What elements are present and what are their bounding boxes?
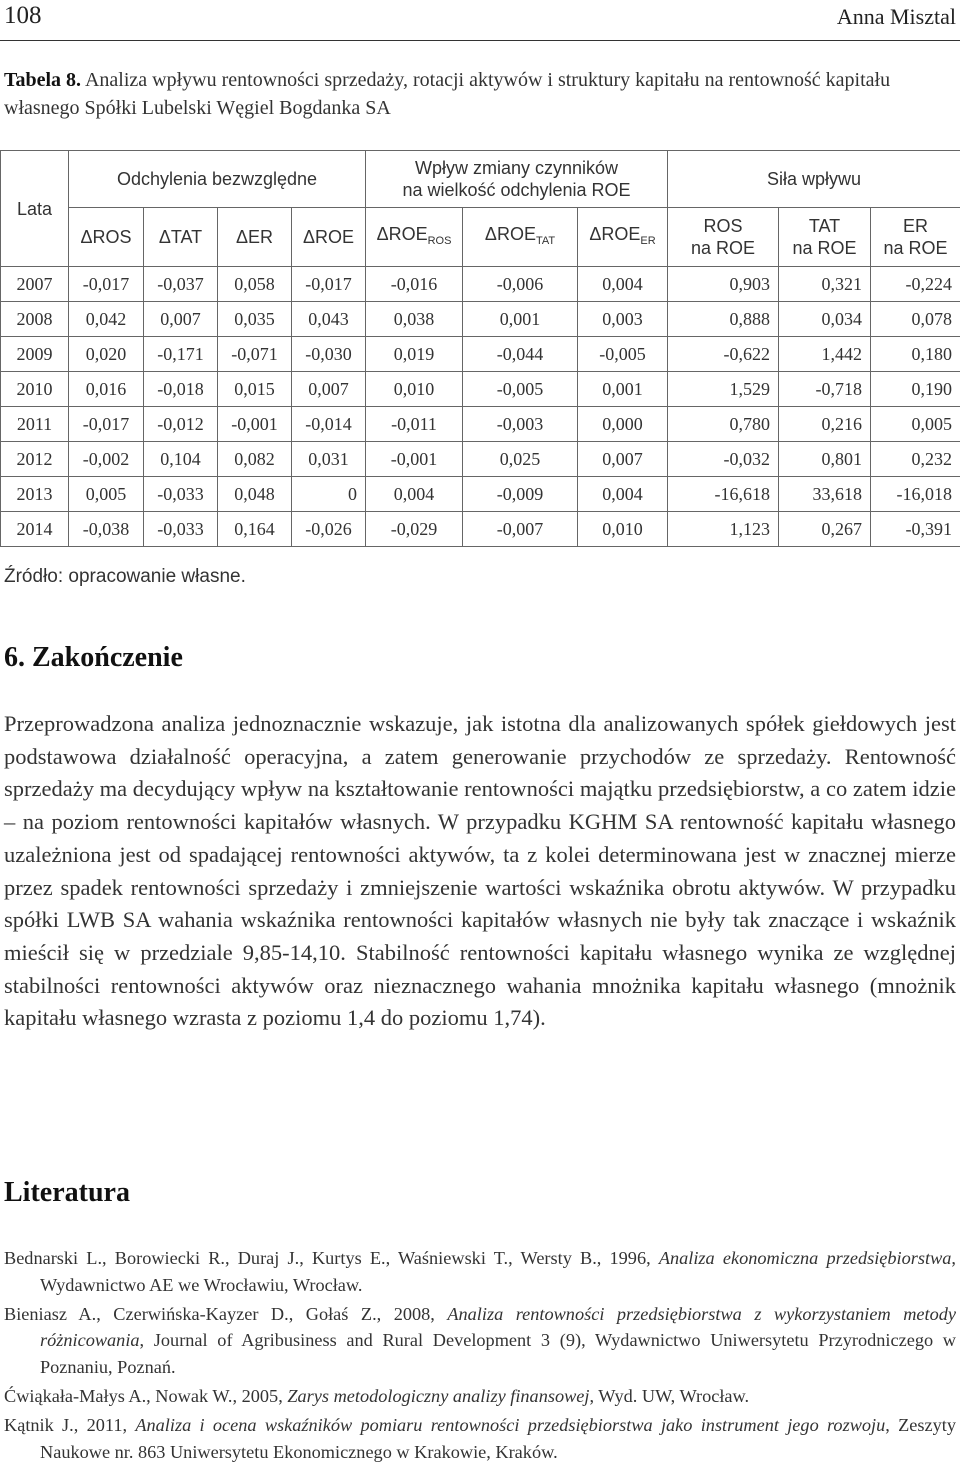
- header-group-wplyw-line2: na wielkość odchylenia ROE: [402, 180, 631, 200]
- cell-year: 2011: [1, 407, 69, 442]
- table-row: [1, 442, 960, 477]
- reference-publisher: , Zeszyty Naukowe nr. 863 Uniwersytetu Ekonomicznego w Krakowie, Kraków.: [40, 1414, 956, 1462]
- table-row: [1, 512, 960, 547]
- header-ros-na-roe: [668, 208, 779, 267]
- cell-value: -0,071: [218, 337, 292, 372]
- cell-value: -0,011: [366, 407, 463, 442]
- literature-heading: Literatura: [4, 1177, 130, 1208]
- cell-value: -0,005: [578, 337, 668, 372]
- cell-value: -0,001: [218, 407, 292, 442]
- cell-value: 0,005: [871, 407, 960, 442]
- cell-value: 0,078: [871, 302, 960, 337]
- cell-value: 0,004: [366, 477, 463, 512]
- cell-value: -0,002: [69, 442, 144, 477]
- reference-authors: Bednarski L., Borowiecki R., Duraj J., Kurtys E., Waśniewski T., Wersty B., 1996,: [4, 1248, 659, 1268]
- cell-value: -0,224: [871, 267, 960, 302]
- cell-value: 0,019: [366, 337, 463, 372]
- header-delta-roe-tat-sub: TAT: [535, 234, 556, 247]
- cell-value: 0,801: [779, 442, 871, 477]
- reference-title: Zarys metodologiczny analizy finansowej: [287, 1385, 590, 1406]
- cell-value: -0,001: [366, 442, 463, 477]
- cell-value: 0,007: [292, 372, 366, 407]
- header-delta-roe: ΔROE: [292, 208, 366, 267]
- header-tat-na-roe-line1: TAT: [808, 216, 841, 236]
- running-header: [0, 0, 960, 41]
- header-ros-na-roe-line1: ROS: [703, 216, 743, 236]
- table-row: [1, 477, 960, 512]
- cell-value: 0,048: [218, 477, 292, 512]
- cell-value: 0,010: [578, 512, 668, 547]
- cell-value: -0,037: [144, 267, 218, 302]
- cell-value: -0,032: [668, 442, 779, 477]
- cell-value: -0,014: [292, 407, 366, 442]
- cell-value: 0,015: [218, 372, 292, 407]
- cell-value: 0,190: [871, 372, 960, 407]
- running-author: Anna Misztal: [836, 4, 956, 29]
- table-row: [1, 267, 960, 302]
- cell-value: 0,016: [69, 372, 144, 407]
- cell-value: -0,033: [144, 512, 218, 547]
- reference-title: Analiza i ocena wskaźników pomiaru rentowności przedsiębiorstwa jako instrument jego rozwoju: [135, 1414, 886, 1435]
- cell-value: 0,042: [69, 302, 144, 337]
- cell-value: 1,442: [779, 337, 871, 372]
- cell-year: 2008: [1, 302, 69, 337]
- cell-value: 0,903: [668, 267, 779, 302]
- cell-value: 0,007: [144, 302, 218, 337]
- cell-value: 0,043: [292, 302, 366, 337]
- cell-value: 0,003: [578, 302, 668, 337]
- table-caption-text: Analiza wpływu rentowności sprzedaży, rotacji aktywów i struktury kapitału na rentowność kapitału własnego Spółki Lubelski Węgiel Bogdanka SA: [4, 69, 891, 119]
- header-tat-na-roe-line2: na ROE: [792, 238, 857, 258]
- cell-value: -0,012: [144, 407, 218, 442]
- cell-value: 0,035: [218, 302, 292, 337]
- header-delta-roe-er: [578, 208, 668, 267]
- cell-value: -0,009: [463, 477, 578, 512]
- header-delta-roe-tat-main: ΔROE: [484, 223, 536, 244]
- cell-value: 0,888: [668, 302, 779, 337]
- cell-value: -0,017: [69, 407, 144, 442]
- table-body: [1, 267, 960, 547]
- cell-value: 0,082: [218, 442, 292, 477]
- cell-value: -0,026: [292, 512, 366, 547]
- cell-value: -0,029: [366, 512, 463, 547]
- cell-value: 0,001: [463, 302, 578, 337]
- header-delta-er: ΔER: [218, 208, 292, 267]
- header-lata: Lata: [1, 151, 69, 267]
- cell-value: 0,180: [871, 337, 960, 372]
- header-delta-roe-er-main: ΔROE: [589, 223, 641, 244]
- cell-year: 2010: [1, 372, 69, 407]
- header-delta-roe-ros-sub: ROS: [427, 234, 452, 247]
- cell-value: 0,031: [292, 442, 366, 477]
- cell-value: 1,123: [668, 512, 779, 547]
- header-delta-ros: ΔROS: [69, 208, 144, 267]
- header-group-wplyw-line1: Wpływ zmiany czynników: [414, 158, 619, 178]
- reference-item: [4, 1412, 956, 1466]
- cell-value: -0,017: [292, 267, 366, 302]
- cell-value: -0,017: [69, 267, 144, 302]
- cell-value: -16,618: [668, 477, 779, 512]
- cell-value: 0,232: [871, 442, 960, 477]
- cell-year: 2009: [1, 337, 69, 372]
- cell-value: 0,001: [578, 372, 668, 407]
- cell-value: -0,038: [69, 512, 144, 547]
- reference-title: Analiza ekonomiczna przedsiębiorstwa: [658, 1248, 952, 1268]
- cell-value: -0,622: [668, 337, 779, 372]
- cell-value: 0,005: [69, 477, 144, 512]
- table-caption: [4, 66, 956, 122]
- header-delta-roe-er-sub: ER: [640, 234, 656, 247]
- header-delta-roe-ros-main: ΔROE: [376, 223, 428, 244]
- cell-value: 0,034: [779, 302, 871, 337]
- header-delta-tat: ΔTAT: [144, 208, 218, 267]
- reference-item: [4, 1383, 956, 1410]
- cell-value: 33,618: [779, 477, 871, 512]
- cell-value: 0,038: [366, 302, 463, 337]
- reference-item: [4, 1301, 956, 1381]
- results-table: [0, 150, 960, 547]
- header-ros-na-roe-line2: na ROE: [691, 238, 756, 258]
- cell-value: 0,267: [779, 512, 871, 547]
- header-group-wplyw: [366, 151, 668, 208]
- cell-value: 0,780: [668, 407, 779, 442]
- header-group-sila: Siła wpływu: [668, 151, 960, 208]
- table-source-note: Źródło: opracowanie własne.: [4, 566, 246, 587]
- reference-authors: Bieniasz A., Czerwińska-Kayzer D., Gołaś Z., 2008,: [4, 1303, 448, 1324]
- cell-year: 2007: [1, 267, 69, 302]
- cell-value: 0,025: [463, 442, 578, 477]
- cell-value: 0,007: [578, 442, 668, 477]
- page-number: 108: [4, 2, 42, 29]
- cell-value: 0,216: [779, 407, 871, 442]
- reference-publisher: , Wyd. UW, Wrocław.: [589, 1385, 750, 1406]
- cell-value: -0,030: [292, 337, 366, 372]
- table-label: Tabela 8.: [4, 69, 82, 91]
- cell-value: -0,171: [144, 337, 218, 372]
- reference-authors: Kątnik J., 2011,: [4, 1414, 136, 1435]
- table-row: [1, 337, 960, 372]
- cell-value: 0,058: [218, 267, 292, 302]
- cell-value: -0,018: [144, 372, 218, 407]
- header-group-odchylenia: Odchylenia bezwzględne: [69, 151, 366, 208]
- cell-value: 0,321: [779, 267, 871, 302]
- cell-value: 0,004: [578, 267, 668, 302]
- reference-authors: Ćwiąkała-Małys A., Nowak W., 2005,: [4, 1385, 288, 1406]
- cell-value: 0,020: [69, 337, 144, 372]
- cell-value: 0,000: [578, 407, 668, 442]
- cell-value: -0,006: [463, 267, 578, 302]
- table-row: [1, 407, 960, 442]
- cell-value: -0,718: [779, 372, 871, 407]
- reference-publisher: , Wydawnictwo AE we Wrocławiu, Wrocław.: [40, 1248, 956, 1295]
- header-er-na-roe-line1: ER: [903, 216, 929, 236]
- conclusion-paragraph: Przeprowadzona analiza jednoznacznie wskazuje, jak istotna dla analizowanych spółek giełdowych jest podstawowa działalność operacyjna, a zatem generowanie przychodów ze sprzedaży. Rentowność sprzedaży ma decydujący wpływ na kształtowanie rentowności majątku przedsiębiorstw, a co zatem idzie – na poziom rentowności kapitałów własnych. W przypadku KGHM SA rentowność kapitału własnego uzależniona jest od spadającej rentowności aktywów, ta z kolei determinowana jest w znacznej mierze przez spadek rentowności sprzedaży i zmniejszenie wartości wskaźnika obrotu aktywów. W przypadku spółki LWB SA wahania wskaźnika rentowności kapitałów własnych nie były tak znaczące i wskaźnik mieścił się w przedziale 9,85-14,10. Stabilność rentowności kapitału własnego wynika ze względnej stabilności rentowności aktywów oraz nieznacznego wahania mnożnika kapitału własnego (mnożnik kapitału własnego wzrasta z poziomu 1,4 do poziomu 1,74).: [4, 711, 956, 1031]
- cell-value: -0,003: [463, 407, 578, 442]
- cell-year: 2014: [1, 512, 69, 547]
- header-delta-roe-ros: [366, 208, 463, 267]
- header-delta-roe-tat: [463, 208, 578, 267]
- cell-value: -0,005: [463, 372, 578, 407]
- reference-list: [4, 1245, 956, 1467]
- cell-value: -0,391: [871, 512, 960, 547]
- table-row: [1, 302, 960, 337]
- cell-value: 0,004: [578, 477, 668, 512]
- cell-value: 0,010: [366, 372, 463, 407]
- reference-publisher: , Journal of Agribusiness and Rural Development 3 (9), Wydawnictwo Uniwersytetu Przyrodniczego w Poznaniu, Poznań.: [40, 1330, 956, 1378]
- cell-value: -0,044: [463, 337, 578, 372]
- table-row: [1, 372, 960, 407]
- header-tat-na-roe: [779, 208, 871, 267]
- cell-value: -0,016: [366, 267, 463, 302]
- cell-value: 0,164: [218, 512, 292, 547]
- cell-year: 2012: [1, 442, 69, 477]
- reference-item: [4, 1245, 956, 1299]
- cell-year: 2013: [1, 477, 69, 512]
- cell-value: 0: [292, 477, 366, 512]
- cell-value: 0,104: [144, 442, 218, 477]
- header-er-na-roe: [871, 208, 960, 267]
- header-er-na-roe-line2: na ROE: [883, 238, 948, 258]
- section-heading: 6. Zakończenie: [4, 642, 183, 673]
- cell-value: -0,033: [144, 477, 218, 512]
- cell-value: -16,018: [871, 477, 960, 512]
- cell-value: 1,529: [668, 372, 779, 407]
- reference-title: Analiza rentowności przedsiębiorstwa z wykorzystaniem metody różnicowania: [40, 1303, 956, 1351]
- cell-value: -0,007: [463, 512, 578, 547]
